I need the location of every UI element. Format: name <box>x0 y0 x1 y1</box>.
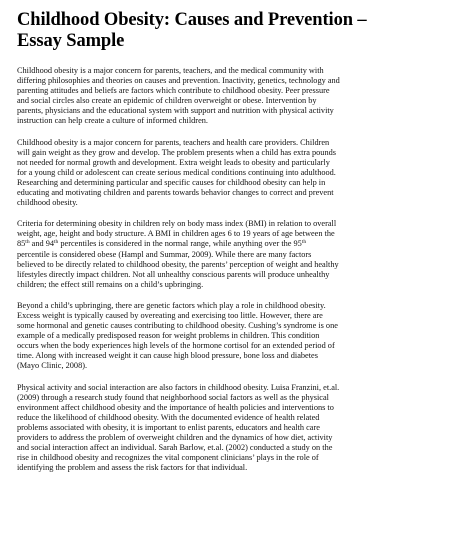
paragraph-line: identifying the problem and assess the risk factors for that individual. <box>17 463 248 473</box>
paragraph-line: Childhood obesity is a major concern for parents, teachers and health care providers. Children <box>17 137 330 147</box>
paragraph-line: some hormonal and genetic causes contributing to childhood obesity. Cushing’s syndrome is one <box>17 321 338 331</box>
paragraph-line: for a young child or adolescent can create serious medical conditions continuing into adulthood. <box>17 167 336 177</box>
paragraph-line: Researching and determining particular and specific causes for childhood obesity can help in <box>17 177 326 187</box>
ordinal-suffix: th <box>54 239 59 246</box>
paragraph-line: Childhood obesity is a major concern for parents, teachers, and the medical community with <box>17 66 324 75</box>
paragraph-line: and social circles also create an epidemic of children overweight or obese. Intervention by <box>17 96 317 106</box>
paragraph-line: childhood obesity. <box>17 198 78 208</box>
paragraph <box>17 66 455 127</box>
paragraph-line: children; the effect still remains on a child’s upbringing. <box>17 279 204 289</box>
paragraph-line: parents, physicians and the educational system with support and nutrition with physical activity <box>17 106 334 116</box>
paragraph-line: parenting attitudes and beliefs are factors which contribute to childhood obesity. Peer pressure <box>17 86 330 96</box>
paragraph-line: instruction can help create a culture of informed children. <box>17 116 208 126</box>
ordinal-suffix: th <box>301 239 307 246</box>
title-line: Essay Sample <box>17 31 125 51</box>
paragraph-line: Criteria for determining obesity in children rely on body mass index (BMI) in relation to overall <box>17 219 337 229</box>
paragraph-line: not needed for normal growth and development. Extra weight leads to obesity and particularly <box>17 157 330 167</box>
paragraph <box>17 383 455 474</box>
paragraph-line: environment affect childhood obesity and the importance of health policies and interventions to <box>17 402 334 412</box>
page-title <box>17 10 455 52</box>
paragraph-line: rise in childhood obesity and recognizes the vital component clinicians’ plays in the role of <box>17 453 319 463</box>
paragraph-line: Beyond a child’s upbringing, there are genetic factors which play a role in childhood obesity. <box>17 300 326 310</box>
ordinal-suffix: th <box>25 239 30 246</box>
paragraph-line: differing philosophies and theories on causes and prevention. Inactivity, genetics, technology and <box>17 76 340 86</box>
paragraph-line: (Mayo Clinic, 2008). <box>17 361 88 371</box>
paragraph-line: Physical activity and social interaction are also factors in childhood obesity. Luisa Franzini, et.al. <box>17 382 340 392</box>
paragraph-line: 85th and 94th percentiles is considered in the normal range, while anything over the 95th <box>17 239 307 249</box>
paragraph-line: reduce the likelihood of childhood obesity. With the documented evidence of health related <box>17 412 320 422</box>
paragraph <box>17 219 455 290</box>
paragraph-line: percentile is considered obese (Hampl and Summar, 2009). While there are many factors <box>17 249 312 259</box>
paragraph-line: lifestyles directly impact children. Not all unhealthy conscious parents will produce unhealthy <box>17 269 330 279</box>
paragraph-line: time. Along with increased weight it can cause high blood pressure, bone loss and diabetes <box>17 351 318 361</box>
paragraph-line: example of a medically predisposed reason for weight problems in children. This condition <box>17 331 320 341</box>
title-line: Childhood Obesity: Causes and Prevention – <box>17 10 367 30</box>
paragraph <box>17 138 455 209</box>
paragraph-line: weight, age, height and body structure. A BMI in children ages 6 to 19 years of age between the <box>17 229 335 239</box>
paragraph-line: problems associated with obesity, it is important to enlist parents, educators and health care <box>17 422 320 432</box>
paragraph-line: occurs when the body experiences high levels of the hormone cortisol for an extended period of <box>17 341 335 351</box>
paragraph-line: Excess weight is typically caused by overeating and exercising too little. However, there are <box>17 310 323 320</box>
paragraph <box>17 301 455 372</box>
paragraph-line: educating and motivating children and parents towards behavior changes to correct and prevent <box>17 188 334 198</box>
paragraph-line: will gain weight as they grow and develop. The problem presents when a child has extra pounds <box>17 147 336 157</box>
paragraph-line: providers to address the problem of overweight children and the dynamics of how diet, activity <box>17 433 333 442</box>
paragraph-line: and social interaction affect an individual. Sarah Barlow, et.al. (2002) conducted a study on the <box>17 443 333 453</box>
paragraph-line: (2009) through a research study found that neighborhood social factors as well as the physical <box>17 392 329 402</box>
paragraph-line: believed to be directly related to childhood obesity, the parents’ perception of weight and healthy <box>17 259 339 269</box>
